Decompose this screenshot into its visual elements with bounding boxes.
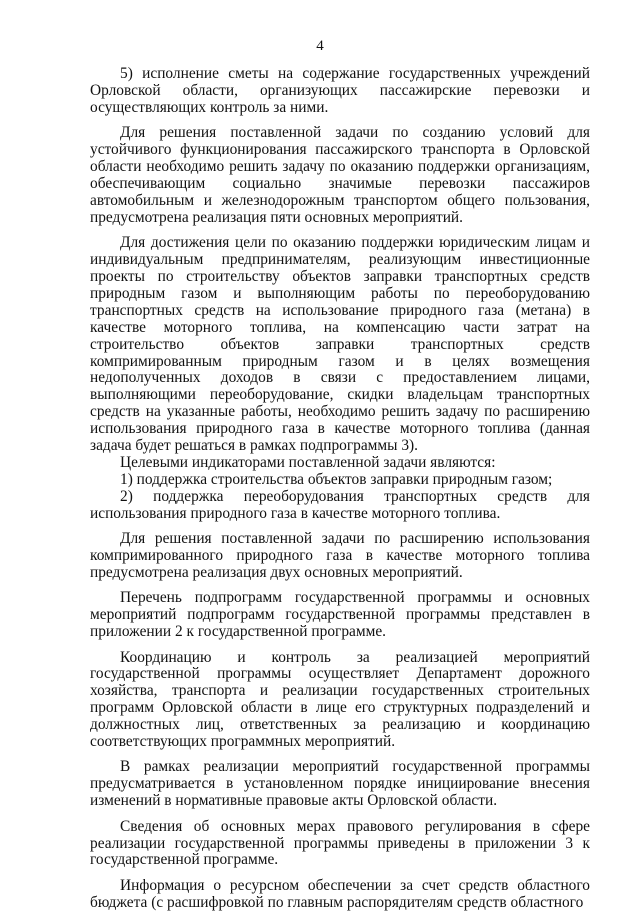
paragraph-indicator-2: 2) поддержка переоборудования транспортных средств для использования природного газа в качестве моторного топлива. (90, 487, 590, 522)
document-body (90, 66, 590, 920)
paragraph-resources: Информация о ресурсном обеспечении за счет средств областного бюджета (с расшифровкой по главным распорядителям средств областного (90, 876, 590, 911)
paragraph-gas-measures: Для решения поставленной задачи по расширению использования компримированного природного газа в качестве моторного топлива предусмотрена реализация двух основных мероприятий. (90, 530, 590, 581)
paragraph-legal-measures: Сведения об основных мерах правового регулирования в сфере реализации государственной программы приведены в приложении 3 к государственной программе. (90, 817, 590, 869)
paragraph-gas-support: Для достижения цели по оказанию поддержки юридическим лицам и индивидуальным предпринимателям, реализующим инвестиционные проекты по строительству объектов заправки транспортных средств природным газом и выполняющим работы по переоборудованию транспортных средств на использование природного газа (метана) в качестве моторного топлива, на компенсацию части затрат на строительство объектов заправки транспортных средств компримированным природным газом и в целях возмещения недополученных доходов в связи с предоставлением лицами, выполняющими переоборудование, скидки владельцам транспортных средств на указанные работы, необходимо решить задачу по расширению использования природного газа в качестве моторного топлива (данная задача будет решаться в рамках подпрограммы 3). (90, 234, 590, 455)
paragraph-transport-task: Для решения поставленной задачи по созданию условий для устойчивого функционирования пассажирского транспорта в Орловской области необходимо решить задачу по оказанию поддержки организациям, обеспечивающим социально значимые перевозки пассажиров автомобильным и железнодорожным транспортом общего пользования, предусмотрена реализация пяти основных мероприятий. (90, 124, 590, 226)
page-number: 4 (316, 38, 324, 54)
paragraph-subprograms-list: Перечень подпрограмм государственной программы и основных мероприятий подпрограмм государственной программы представлен в приложении 2 к государственной программе. (90, 589, 590, 641)
paragraph-indicators-intro: Целевыми индикаторами поставленной задачи являются: (120, 453, 496, 471)
paragraph-coordination: Координацию и контроль за реализацией мероприятий государственной программы осуществляет Департамент дорожного хозяйства, транспорта и реализации государственных строительных программ Орловской области в лице его структурных подразделений и должностных лиц, ответственных за реализацию и координацию соответствующих программных мероприятий. (90, 648, 590, 751)
paragraph-legal-changes: В рамках реализации мероприятий государственной программы предусматривается в установленном порядке инициирование внесения изменений в нормативные правовые акты Орловской области. (90, 758, 590, 810)
paragraph-item-5: 5) исполнение сметы на содержание государственных учреждений Орловской области, организующих пассажирские перевозки и осуществляющих контроль за ними. (90, 65, 590, 116)
paragraph-indicator-1: 1) поддержка строительства объектов заправки природным газом; (120, 470, 553, 488)
